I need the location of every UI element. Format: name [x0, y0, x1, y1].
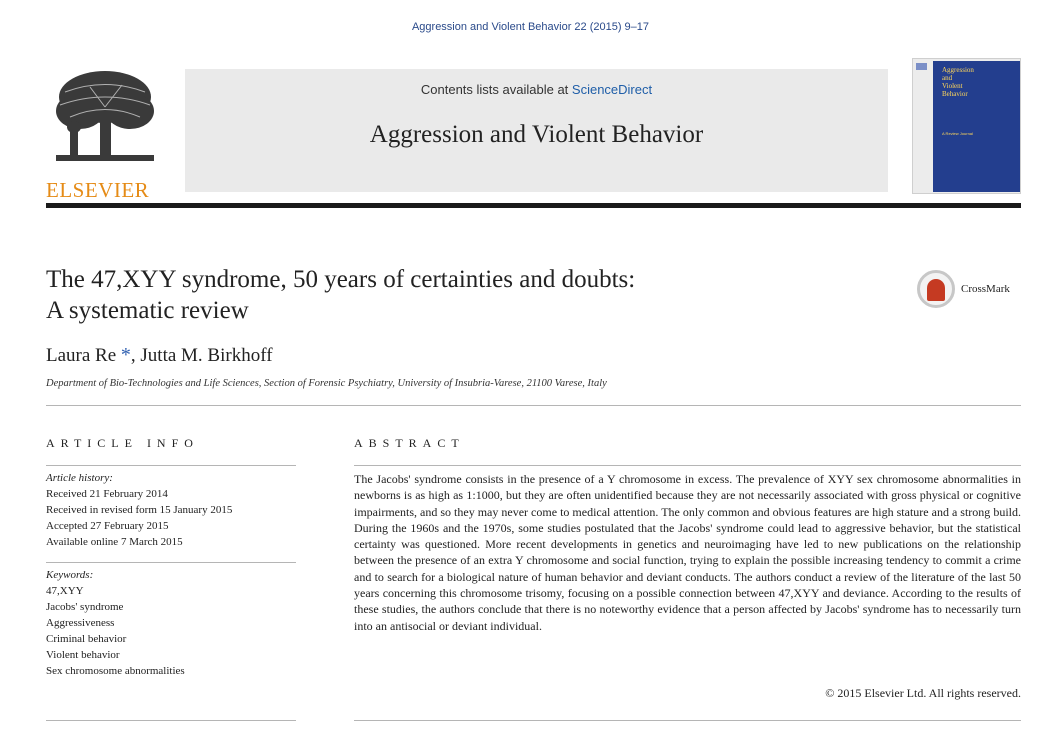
keyword-item: Violent behavior — [46, 649, 120, 661]
history-entry: Available online 7 March 2015 — [46, 536, 183, 548]
journal-name[interactable]: Aggression and Violent Behavior — [369, 121, 704, 148]
elsevier-wordmark: ELSEVIER — [46, 178, 150, 202]
keyword-item: Criminal behavior — [46, 633, 127, 645]
divider — [46, 465, 296, 466]
crossmark-icon-core — [927, 279, 945, 301]
cover-title-line: Behavior — [942, 90, 968, 98]
keyword-item: 47,XYY — [46, 585, 84, 597]
cover-title — [942, 66, 1014, 98]
title-line-1: The 47,XYY syndrome, 50 years of certainties and doubts: — [46, 266, 636, 293]
cover-title-line: Violent — [942, 82, 963, 90]
author-name-2[interactable]: , Jutta M. Birkhoff — [130, 345, 273, 366]
cover-emblem-icon — [916, 63, 927, 70]
history-entry: Received in revised form 15 January 2015 — [46, 504, 233, 516]
crossmark-icon — [917, 270, 955, 308]
cover-panel — [933, 61, 1020, 192]
history-entry: Accepted 27 February 2015 — [46, 520, 169, 532]
cover-title-line: Aggression — [942, 66, 974, 74]
author-name-1[interactable]: Laura Re — [46, 345, 117, 366]
affiliation: Department of Bio-Technologies and Life Sciences, Section of Forensic Psychiatry, University of Insubria-Varese, 21100 Varese, Italy — [46, 378, 607, 389]
divider — [354, 720, 1021, 721]
history-entry: Received 21 February 2014 — [46, 488, 168, 500]
cover-title-line: and — [942, 74, 953, 82]
article-title — [46, 264, 846, 326]
header-divider — [46, 203, 1021, 208]
title-line-2: A systematic review — [46, 297, 249, 324]
article-history-label: Article history: — [46, 472, 113, 484]
cover-subtitle: A Review Journal — [942, 131, 973, 136]
article-history — [46, 470, 296, 550]
abstract-heading: ABSTRACT — [354, 436, 465, 450]
author-list — [46, 344, 273, 367]
keyword-item: Aggressiveness — [46, 617, 115, 629]
divider — [354, 465, 1021, 466]
crossmark-label: CrossMark — [961, 283, 1010, 295]
abstract-text: The Jacobs' syndrome consists in the presence of a Y chromosome in excess. The prevalence of XYY sex chromosome abnormalities in newborns is as high as 1:1000, but they are often unidentified because they are not necessarily associated with gross physical or cognitive impairments, and so they may never come to medical attention. The only common and obvious features are high stature and a strong build. During the 1960s and the 1970s, some studies postulated that the Jacobs' syndrome could lead to aggressive behavior, but the statistical certainty was questioned. More recent developments in genetics and neuroimaging have led to new publications on the relationship between the presence of an extra Y chromosome and social function, trying to explain the possible increasing tendency to commit a crime and to search for a biological nature of human behavior and deviant conducts. The authors conduct a review of the literature of the last 50 years concerning this chromosome trisomy, focusing on a possible connection between 47,XYY and deviance. According to the results of these studies, the authors conclude that there is no noteworthy evidence that a person affected by Jacobs' syndrome has to necessarily turn into an antisocial or deviant individual. — [354, 472, 1021, 633]
elsevier-tree-icon — [50, 67, 160, 169]
divider — [46, 562, 296, 563]
masthead — [46, 57, 1021, 202]
contents-prefix: Contents lists available at — [420, 82, 572, 97]
corresponding-author-marker[interactable]: * — [120, 344, 131, 366]
keywords — [46, 567, 296, 679]
sciencedirect-link[interactable]: ScienceDirect — [571, 82, 653, 97]
elsevier-logo[interactable] — [46, 65, 164, 202]
keyword-item: Jacobs' syndrome — [46, 601, 124, 613]
journal-banner — [185, 69, 888, 192]
divider — [46, 405, 1021, 406]
journal-cover-thumbnail[interactable] — [912, 58, 1021, 194]
divider — [46, 720, 296, 721]
keywords-label: Keywords: — [46, 569, 94, 581]
crossmark-button[interactable] — [917, 270, 1027, 310]
contents-line — [185, 82, 888, 97]
journal-reference[interactable]: Aggression and Violent Behavior 22 (2015) 9–17 — [411, 21, 650, 33]
keyword-item: Sex chromosome abnormalities — [46, 665, 185, 677]
article-info-heading: ARTICLE INFO — [46, 436, 199, 450]
copyright-notice: © 2015 Elsevier Ltd. All rights reserved. — [825, 686, 1021, 700]
